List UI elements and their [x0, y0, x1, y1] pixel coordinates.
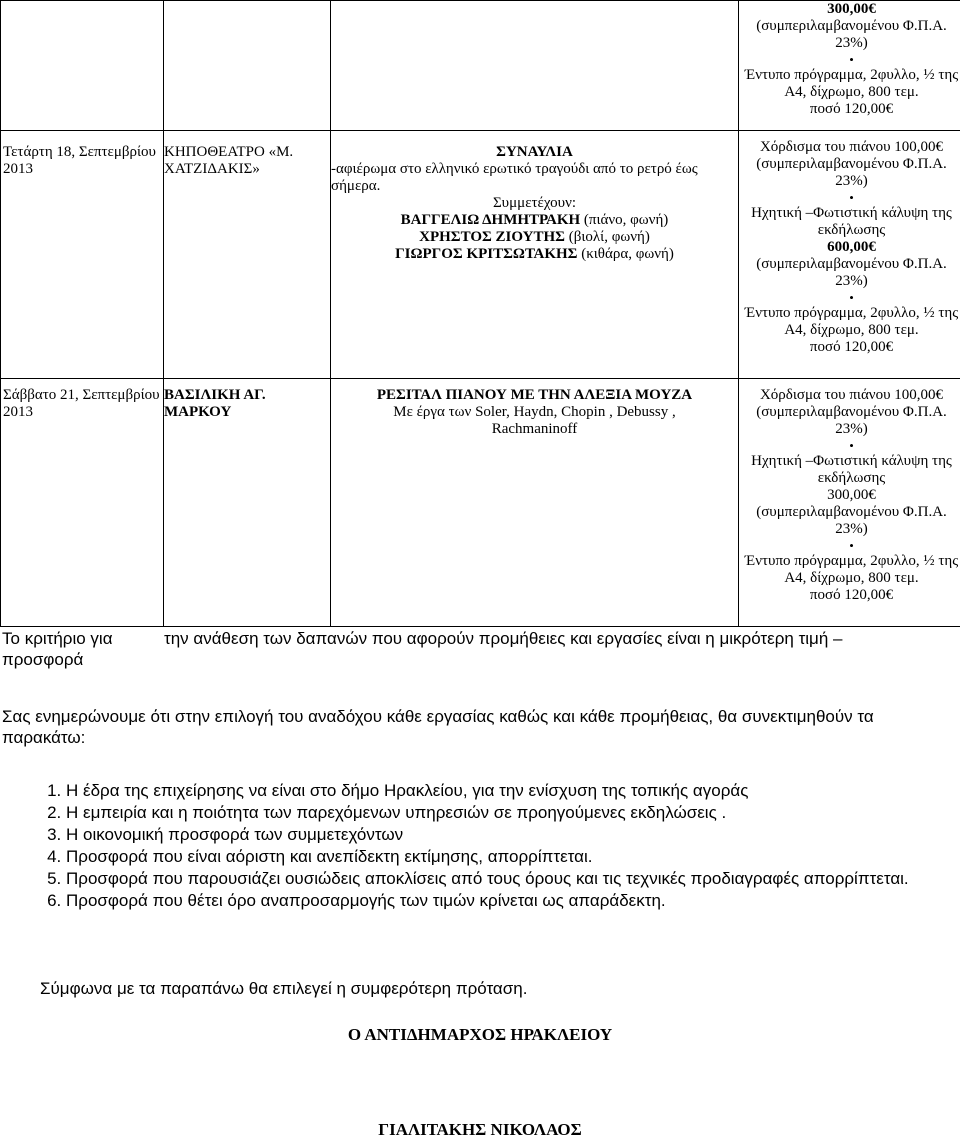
budget-line: 300,00€	[739, 1, 960, 18]
budget-line: Έντυπο πρόγραμμα, 2φυλλο, ½ της Α4, δίχρωμο, 800 τεμ.	[739, 553, 960, 587]
criteria-item: 1. Η έδρα της επιχείρησης να είναι στο δήμο Ηρακλείου, για την ενίσχυση της τοπικής αγοράς	[66, 780, 960, 802]
performer-name: ΧΡΗΣΤΟΣ ΖΙΟΥΤΗΣ	[419, 229, 565, 245]
budget-line: Ηχητική –Φωτιστική κάλυψη της εκδήλωσης	[739, 205, 960, 239]
budget-line: (συμπεριλαμβανομένου Φ.Π.Α. 23%)	[739, 504, 960, 538]
budget-line: 300,00€	[739, 487, 960, 504]
budget-line: (συμπεριλαμβανομένου Φ.Π.Α. 23%)	[739, 18, 960, 52]
criteria-item: 6. Προσφορά που θέτει όρο αναπροσαρμογής των τιμών κρίνεται ως απαράδεκτη.	[66, 890, 960, 912]
description-cell	[331, 379, 739, 627]
criterion-line	[2, 628, 958, 649]
criterion-part3: προσφορά	[2, 649, 958, 670]
criterion-part1: Το κριτήριο για	[2, 628, 164, 649]
criteria-item: 3. Η οικονομική προσφορά των συμμετεχόντων	[66, 824, 960, 846]
bullet: •	[739, 290, 960, 305]
description-cell	[331, 1, 739, 131]
performer-line	[331, 246, 738, 263]
event-venue: ΚΗΠΟΘΕΑΤΡΟ «Μ. ΧΑΤΖΙΔΑΚΙΣ»	[164, 144, 330, 178]
date-cell	[1, 1, 164, 131]
event-venue: ΒΑΣΙΛΙΚΗ ΑΓ. ΜΑΡΚΟΥ	[164, 387, 330, 421]
criteria-item: 2. Η εμπειρία και η ποιότητα των παρεχόμενων υπηρεσιών σε προηγούμενες εκδηλώσεις .	[66, 802, 960, 824]
date-cell	[1, 131, 164, 379]
budget-cell	[739, 379, 960, 627]
budget-line: Έντυπο πρόγραμμα, 2φυλλο, ½ της Α4, δίχρωμο, 800 τεμ.	[739, 305, 960, 339]
venue-cell	[164, 131, 331, 379]
budget-line: (συμπεριλαμβανομένου Φ.Π.Α. 23%)	[739, 404, 960, 438]
budget-line: ποσό 120,00€	[739, 587, 960, 604]
bullet: •	[739, 190, 960, 205]
event-line: -αφιέρωμα στο ελληνικό ερωτικό τραγούδι από το ρετρό έως σήμερα.	[331, 161, 738, 195]
budget-cell	[739, 131, 960, 379]
signatory-title: Ο ΑΝΤΙΔΗΜΑΡΧΟΣ ΗΡΑΚΛΕΙΟΥ	[0, 1025, 960, 1045]
performer-line	[331, 229, 738, 246]
bullet: •	[739, 538, 960, 553]
event-title: ΣΥΝΑΥΛΙΑ	[331, 144, 738, 161]
event-row-continued	[1, 1, 960, 131]
event-date: Τετάρτη 18, Σεπτεμβρίου 2013	[1, 144, 163, 178]
conclusion: Σύμφωνα με τα παραπάνω θα επιλεγεί η συμφερότερη πρόταση.	[40, 978, 527, 999]
event-line: Συμμετέχουν:	[331, 195, 738, 212]
event-date: Σάββατο 21, Σεπτεμβρίου 2013	[1, 387, 163, 421]
budget-line: Χόρδισμα του πιάνου 100,00€	[739, 139, 960, 156]
date-cell	[1, 379, 164, 627]
criterion-part2: την ανάθεση των δαπανών που αφορούν προμήθειες και εργασίες είναι η μικρότερη τιμή –	[164, 629, 843, 648]
performer-role: (κιθάρα, φωνή)	[581, 246, 674, 262]
budget-line: ποσό 120,00€	[739, 339, 960, 356]
budget-line: 600,00€	[739, 239, 960, 256]
event-row	[1, 131, 960, 379]
budget-line: (συμπεριλαμβανομένου Φ.Π.Α. 23%)	[739, 256, 960, 290]
event-line: Με έργα των Soler, Haydn, Chopin , Debussy , Rachmaninoff	[331, 404, 738, 438]
intro-paragraph: Σας ενημερώνουμε ότι στην επιλογή του αναδόχου κάθε εργασίας καθώς και κάθε προμήθειας, θα συνεκτιμηθούν τα παρακάτω:	[2, 706, 932, 748]
budget-line: (συμπεριλαμβανομένου Φ.Π.Α. 23%)	[739, 156, 960, 190]
venue-cell	[164, 1, 331, 131]
budget-line: Ηχητική –Φωτιστική κάλυψη της εκδήλωσης	[739, 453, 960, 487]
performer-role: (πιάνο, φωνή)	[584, 212, 668, 228]
budget-line: Χόρδισμα του πιάνου 100,00€	[739, 387, 960, 404]
performer-role: (βιολί, φωνή)	[569, 229, 650, 245]
description-cell	[331, 131, 739, 379]
budget-line: Έντυπο πρόγραμμα, 2φυλλο, ½ της Α4, δίχρωμο, 800 τεμ.	[739, 67, 960, 101]
event-title: ΡΕΣΙΤΑΛ ΠΙΑΝΟΥ ΜΕ ΤΗΝ ΑΛΕΞΙΑ ΜΟΥΖΑ	[331, 387, 738, 404]
budget-line: ποσό 120,00€	[739, 101, 960, 118]
performer-name: ΒΑΓΓΕΛΙΩ ΔΗΜΗΤΡΑΚΗ	[401, 212, 580, 228]
criteria-item: 5. Προσφορά που παρουσιάζει ουσιώδεις αποκλίσεις από τους όρους και τις τεχνικές προδιαγραφές απορρίπτεται.	[66, 868, 960, 890]
bullet: •	[739, 438, 960, 453]
award-criterion	[2, 628, 958, 670]
performer-name: ΓΙΩΡΓΟΣ ΚΡΙΤΣΩΤΑΚΗΣ	[395, 246, 577, 262]
criteria-list	[0, 780, 960, 912]
criteria-item: 4. Προσφορά που είναι αόριστη και ανεπίδεκτη εκτίμησης, απορρίπτεται.	[66, 846, 960, 868]
budget-cell	[739, 1, 960, 131]
venue-cell	[164, 379, 331, 627]
signatory-name: ΓΙΑΛΙΤΑΚΗΣ ΝΙΚΟΛΑΟΣ	[0, 1120, 960, 1140]
event-row	[1, 379, 960, 627]
bullet: •	[739, 52, 960, 67]
performer-line	[331, 212, 738, 229]
